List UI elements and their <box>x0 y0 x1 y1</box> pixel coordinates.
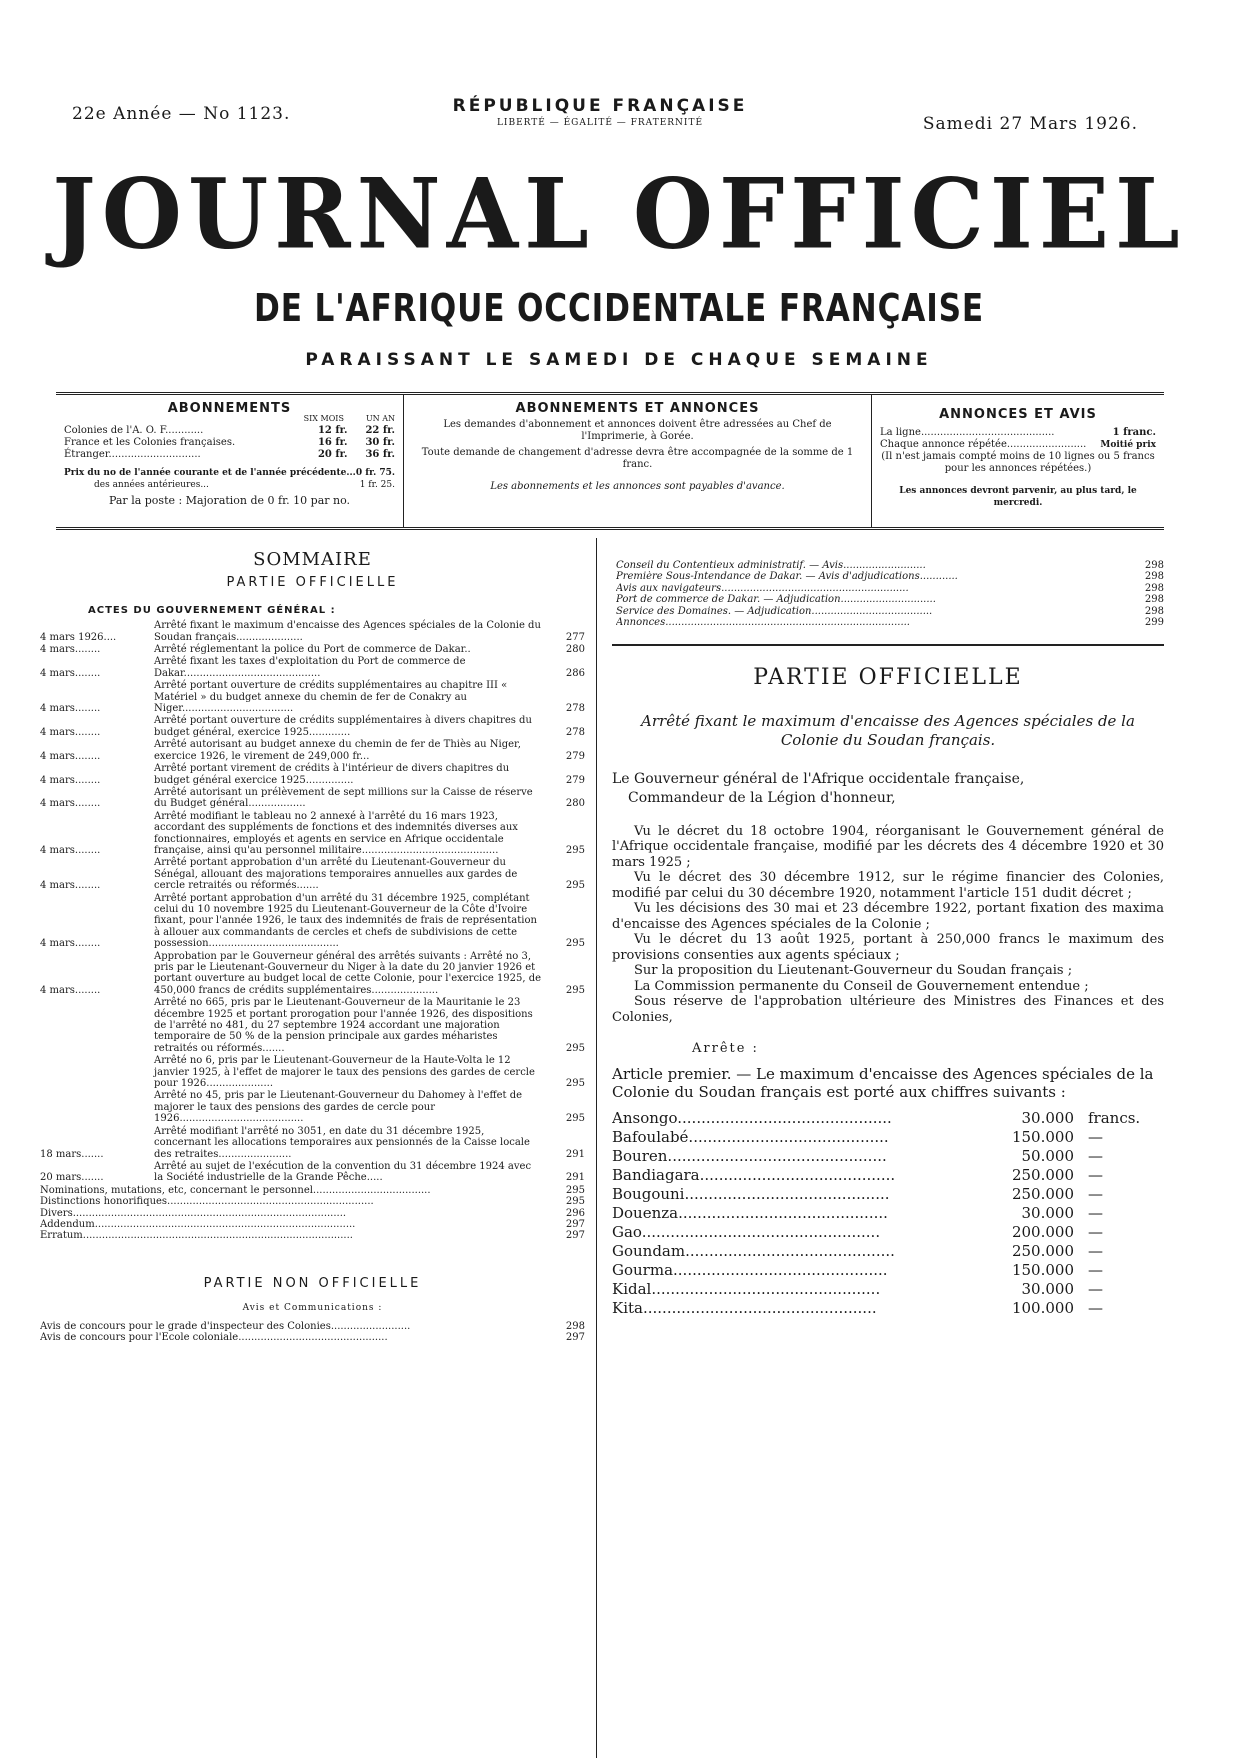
annonces-delai: Les annonces devront parvenir, au plus tard, le mercredi. <box>899 486 1137 508</box>
agence-amount: 30.000 <box>1021 1203 1074 1222</box>
abo-an: 30 fr. <box>365 437 395 448</box>
entry-date: 4 mars........ <box>40 644 101 656</box>
entry-page: 295 <box>565 1078 585 1090</box>
right-contents-entry <box>612 606 1164 617</box>
entry-date: 20 mars....... <box>40 1172 104 1184</box>
prix-numero-val: 0 fr. 75. <box>355 468 395 478</box>
abo-six: 16 fr. <box>317 437 348 448</box>
simple-text: Nominations, mutations, etc, concernant le personnel..................................... <box>40 1184 431 1196</box>
right-contents-text: Conseil du Contentieux administratif. — Avis.......................... <box>616 560 926 571</box>
avis-entries <box>40 1321 585 1344</box>
issue-number: 22e Année — No 1123. <box>72 104 291 124</box>
considerant-paragraph: Sur la proposition du Lieutenant-Gouverneur du Soudan français ; <box>634 963 1073 979</box>
subscription-box <box>56 392 1164 530</box>
agence-name: Gourma............................................. <box>612 1260 888 1279</box>
right-contents-page: 298 <box>1144 571 1164 583</box>
right-contents-page: 298 <box>1144 594 1164 606</box>
entry-text: Arrêté portant ouverture de crédits supplémentaires à divers chapitres du budget général, exercice 1925............. <box>154 715 532 738</box>
entry-text: Arrêté no 665, pris par le Lieutenant-Gouverneur de la Mauritanie le 23 décembre 1925 et portant prorogation pour l'année 1926, des dispositions de l'arrêté no 481, du 27 septembre 1924 accordant une majoration temporaire de 50 % de la pension principale aux gardes méharistes retraités ou réformés....... <box>154 997 533 1054</box>
entry-page: 295 <box>565 1113 585 1125</box>
sommaire-entry <box>40 656 585 679</box>
agence-unit: — <box>1088 1298 1103 1317</box>
abo-annonces-column <box>404 395 872 527</box>
entry-text: Arrêté portant approbation d'un arrêté du 31 décembre 1925, complétant celui du 10 novembre 1925 du Lieutenant-Gouverneur de la Côte d'Ivoire fixant, pour l'année 1926, le taux des indemnités de frais de représentation à allouer aux commandants de cercles et chefs de subdivisions de cette possession......................................... <box>154 892 537 950</box>
entry-text: Arrêté fixant les taxes d'exploitation du Port de commerce de Dakar........................................... <box>154 656 466 679</box>
agence-unit: — <box>1088 1165 1103 1184</box>
agence-amount: 30.000 <box>1021 1108 1074 1127</box>
entry-text: Arrêté réglementant la police du Port de commerce de Dakar.. <box>154 644 471 656</box>
column-divider <box>596 538 597 1758</box>
entry-text: Arrêté portant approbation d'un arrêté du Lieutenant-Gouverneur du Sénégal, allouant des majorations temporaires annuelles aux gardes de cercle retraités ou réformés....... <box>154 857 518 892</box>
right-contents-entry <box>612 594 1164 605</box>
agence-unit: — <box>1088 1146 1103 1165</box>
poste-note: Par la poste : Majoration de 0 fr. 10 par no. <box>108 494 351 507</box>
avis-communications-heading: Avis et Communications : <box>242 1303 383 1314</box>
abo-prices <box>318 449 395 461</box>
journal-tagline: PARAISSANT LE SAMEDI DE CHAQUE SEMAINE <box>305 350 933 370</box>
entry-date: 4 mars........ <box>40 844 101 856</box>
article-premier: Article premier. — Le maximum d'encaisse des Agences spéciales de la Colonie du Soudan français est porté aux chiffres suivants : <box>612 1064 1154 1101</box>
sommaire-column <box>40 548 585 1343</box>
abonnements-title: ABONNEMENTS <box>167 401 292 416</box>
agence-name: Goundam............................................ <box>612 1241 895 1260</box>
sommaire-entry <box>40 620 585 643</box>
section-rule <box>612 644 1164 646</box>
col-six-mois: SIX MOIS <box>303 414 344 423</box>
prix-numero: Prix du no de l'année courante et de l'année précédente... <box>64 468 356 478</box>
agence-unit: — <box>1088 1184 1103 1203</box>
republic-motto: LIBERTÉ — ÉGALITÉ — FRATERNITÉ <box>496 118 704 128</box>
entry-date: 4 mars 1926.... <box>40 631 117 643</box>
issue-date: Samedi 27 Mars 1926. <box>922 114 1138 134</box>
right-contents-text: Première Sous-Intendance de Dakar. — Avis d'adjudications............ <box>616 571 958 583</box>
entry-date: 4 mars........ <box>40 667 101 679</box>
encaisse-table <box>612 1109 1164 1318</box>
governor-line-2: Commandeur de la Légion d'honneur, <box>628 789 896 806</box>
encaisse-row <box>612 1223 1164 1242</box>
entry-page: 295 <box>565 1042 585 1054</box>
encaisse-row <box>612 1261 1164 1280</box>
agence-unit: — <box>1088 1260 1103 1279</box>
sommaire-entry <box>40 1126 585 1160</box>
simple-text: Erratum..................................................................................... <box>40 1230 353 1242</box>
entry-page: 279 <box>565 750 585 762</box>
abo-label: Colonies de l'A. O. F............ <box>64 425 204 436</box>
sommaire-entry <box>40 739 585 762</box>
avis-page: 298 <box>565 1320 585 1332</box>
entry-page: 295 <box>565 844 585 856</box>
encaisse-row <box>612 1109 1164 1128</box>
simple-entry <box>40 1208 585 1219</box>
entry-date: 4 mars........ <box>40 880 101 892</box>
prix-anterieur: des années antérieures... <box>94 480 209 490</box>
republic-name: RÉPUBLIQUE FRANÇAISE <box>452 96 748 116</box>
simple-page: 296 <box>565 1207 585 1219</box>
encaisse-row <box>612 1280 1164 1299</box>
entry-date: 4 mars........ <box>40 798 101 810</box>
avis-entry <box>40 1321 585 1332</box>
encaisse-row <box>612 1147 1164 1166</box>
abo-annonces-p1: Les demandes d'abonnement et annonces doivent être adressées au Chef de l'Imprimerie, à Gorée. <box>443 419 832 442</box>
prix-anterieur-val: 1 fr. 25. <box>359 480 395 490</box>
abo-six: 12 fr. <box>317 425 348 436</box>
agence-name: Bandiagara......................................... <box>612 1165 896 1184</box>
agence-amount: 250.000 <box>1011 1165 1074 1184</box>
entry-page: 295 <box>565 880 585 892</box>
entry-page: 280 <box>565 644 585 656</box>
sommaire-simple-entries <box>40 1185 585 1242</box>
abo-prices <box>318 425 395 437</box>
simple-page: 295 <box>565 1184 585 1196</box>
right-contents-text: Annonces............................................................................. <box>616 617 910 629</box>
agence-name: Gao.................................................. <box>612 1222 881 1241</box>
ligne-label: La ligne.......................................... <box>880 427 1055 438</box>
agence-amount: 250.000 <box>1011 1184 1074 1203</box>
considerant-paragraph: Sous réserve de l'approbation ultérieure des Ministres des Finances et des Colonies, <box>612 994 1164 1025</box>
entry-page: 277 <box>565 631 585 643</box>
right-contents-text: Avis aux navigateurs........................................................... <box>616 582 909 594</box>
entry-page: 291 <box>565 1148 585 1160</box>
annonces-avis-title: ANNONCES ET AVIS <box>939 407 1097 422</box>
simple-page: 295 <box>565 1196 585 1208</box>
entry-page: 286 <box>565 667 585 679</box>
simple-text: Distinctions honorifiques................................................................. <box>40 1196 374 1208</box>
right-contents-page: 298 <box>1144 605 1164 617</box>
agence-name: Bafoulabé.......................................... <box>612 1127 889 1146</box>
entry-text: Arrêté portant ouverture de crédits supplémentaires au chapitre III « Matériel » du budget annexe du chemin de fer de Conakry au Niger................................... <box>154 680 508 715</box>
considerant-paragraph: Vu le décret des 30 décembre 1912, sur le régime financier des Colonies, modifié par celui du 30 décembre 1920, notamment l'article 151 dudit décret ; <box>612 870 1164 901</box>
entry-page: 291 <box>565 1172 585 1184</box>
right-column <box>612 560 1164 1318</box>
entry-text: Arrêté autorisant au budget annexe du chemin de fer de Thiès au Niger, exercice 1926, le virement de 249,000 fr... <box>154 739 521 762</box>
agence-amount: 30.000 <box>1021 1279 1074 1298</box>
agence-amount: 100.000 <box>1011 1298 1074 1317</box>
entry-text: Arrêté modifiant l'arrêté no 3051, en date du 31 décembre 1925, concernant les allocations temporaires aux pensionnés de la Caisse locale des retraites....................... <box>154 1125 530 1160</box>
entry-page: 280 <box>565 798 585 810</box>
entry-text: Arrêté fixant le maximum d'encaisse des Agences spéciales de la Colonie du Soudan français..................... <box>154 620 541 643</box>
agence-amount: 150.000 <box>1011 1127 1074 1146</box>
sommaire-entry <box>40 787 585 810</box>
entry-page: 278 <box>565 703 585 715</box>
simple-entry <box>40 1230 585 1241</box>
encaisse-row <box>612 1204 1164 1223</box>
encaisse-row <box>612 1128 1164 1147</box>
annonces-avis-column <box>872 395 1164 527</box>
encaisse-row <box>612 1185 1164 1204</box>
considerant-paragraph: Vu le décret du 13 août 1925, portant à 250,000 francs le maximum des provisions consenties aux agents spéciaux ; <box>612 932 1164 963</box>
abo-annonces-p2: Toute demande de changement d'adresse devra être accompagnée de la somme de 1 franc. <box>421 447 854 470</box>
annonces-note: (Il n'est jamais compté moins de 10 lignes ou 5 francs pour les annonces répétées.) <box>881 451 1155 474</box>
right-contents-entry <box>612 571 1164 582</box>
considerant-paragraph: La Commission permanente du Conseil de Gouvernement entendue ; <box>634 978 1089 994</box>
sommaire-entry <box>40 951 585 997</box>
abo-row <box>64 437 395 449</box>
right-contents-entry <box>612 560 1164 571</box>
agence-name: Bougouni........................................... <box>612 1184 890 1203</box>
abo-row <box>64 425 395 437</box>
entry-text: Arrêté modifiant le tableau no 2 annexé à l'arrêté du 16 mars 1923, accordant des suppléments de fonctions et des indemnités diverses aux fonctionnaires, employés et agents en service en Afrique occidentale française, ainsi qu'au personnel militaire........................................... <box>154 810 518 856</box>
entry-text: Arrêté no 6, pris par le Lieutenant-Gouverneur de la Haute-Volta le 12 janvier 1925, à l'effet de majorer le taux des pensions des gardes de cercle pour 1926..................... <box>154 1055 535 1090</box>
sommaire-entry <box>40 893 585 950</box>
right-contents-text: Service des Domaines. — Adjudication...................................... <box>616 605 933 617</box>
encaisse-row <box>612 1166 1164 1185</box>
entry-text: Approbation par le Gouverneur général des arrêtés suivants : Arrêté no 3, pris par le Lieutenant-Gouverneur du Niger à la date du 20 janvier 1926 et portant ouverture au budget local de cette Colonie, pour l'exercice 1925, de 450,000 francs de crédits supplémentaires..................... <box>154 950 542 996</box>
ligne-val: 1 franc. <box>1112 427 1156 438</box>
agence-name: Douenza............................................ <box>612 1203 888 1222</box>
agence-amount: 50.000 <box>1021 1146 1074 1165</box>
entry-text: Arrêté portant virement de crédits à l'intérieur de divers chapitres du budget général exercice 1925............... <box>154 763 510 786</box>
abo-six: 20 fr. <box>317 449 348 460</box>
journal-title: JOURNAL OFFICIEL <box>52 157 1186 271</box>
governor-line-1: Le Gouverneur général de l'Afrique occidentale française, <box>612 770 1025 787</box>
entry-page: 295 <box>565 938 585 950</box>
sommaire-entry <box>40 644 585 655</box>
entry-page: 278 <box>565 726 585 738</box>
entry-date: 18 mars....... <box>40 1148 104 1160</box>
entry-text: Arrêté au sujet de l'exécution de la convention du 31 décembre 1924 avec la Société industrielle de la Grande Pêche..... <box>154 1160 532 1184</box>
entry-date: 4 mars........ <box>40 774 101 786</box>
simple-entry <box>40 1196 585 1207</box>
sommaire-title: SOMMAIRE <box>253 549 372 570</box>
abo-annonces-title: ABONNEMENTS ET ANNONCES <box>515 401 760 416</box>
actes-heading: ACTES DU GOUVERNEMENT GÉNÉRAL : <box>88 604 336 616</box>
agence-amount: 150.000 <box>1011 1260 1074 1279</box>
encaisse-row <box>612 1299 1164 1318</box>
right-contents <box>612 560 1164 628</box>
agence-unit: — <box>1088 1279 1103 1298</box>
sommaire-entry <box>40 997 585 1054</box>
entry-text: Arrêté autorisant un prélèvement de sept millions sur la Caisse de réserve du Budget général.................. <box>154 786 533 810</box>
encaisse-row <box>612 1242 1164 1261</box>
partie-non-officielle-heading: PARTIE NON OFFICIELLE <box>203 1275 422 1291</box>
arrete-label: Arrête : <box>692 1041 759 1057</box>
entry-text: Arrêté no 45, pris par le Lieutenant-Gouverneur du Dahomey à l'effet de majorer le taux des pensions des gardes de cercle pour 1926....................................... <box>154 1090 523 1125</box>
right-contents-page: 298 <box>1144 560 1164 571</box>
republic-header <box>430 96 770 128</box>
simple-entry <box>40 1219 585 1230</box>
abo-annonces-p3: Les abonnements et les annonces sont payables d'avance. <box>490 481 785 492</box>
entry-date: 4 mars........ <box>40 938 101 950</box>
agence-unit: — <box>1088 1127 1103 1146</box>
entry-date: 4 mars........ <box>40 703 101 715</box>
avis-page: 297 <box>565 1331 585 1343</box>
abo-label: Étranger............................. <box>64 449 201 460</box>
sommaire-entry <box>40 1161 585 1184</box>
simple-entry <box>40 1185 585 1196</box>
partie-officielle-heading: PARTIE OFFICIELLE <box>226 575 399 591</box>
sommaire-entry <box>40 715 585 738</box>
right-contents-page: 299 <box>1144 617 1164 629</box>
agence-unit: — <box>1088 1222 1103 1241</box>
partie-officielle-title: PARTIE OFFICIELLE <box>753 665 1023 691</box>
repetee-label: Chaque annonce répétée......................... <box>880 439 1087 450</box>
simple-page: 297 <box>565 1230 585 1242</box>
abo-an: 22 fr. <box>365 425 395 436</box>
sommaire-entry <box>40 763 585 786</box>
sommaire-entry <box>40 811 585 857</box>
arrete-title: Arrêté fixant le maximum d'encaisse des Agences spéciales de la Colonie du Soudan français. <box>641 711 1135 749</box>
abo-prices <box>318 437 395 449</box>
considerant-paragraph: Vu les décisions des 30 mai et 23 décembre 1922, portant fixation des maxima d'encaisse des Agences spéciales de la Colonie ; <box>612 901 1164 932</box>
agence-name: Kidal................................................ <box>612 1279 881 1298</box>
simple-text: Divers...................................................................................... <box>40 1207 347 1219</box>
abo-label: France et les Colonies françaises. <box>64 437 236 448</box>
avis-text: Avis de concours pour le grade d'inspecteur des Colonies......................... <box>40 1320 411 1332</box>
right-contents-page: 298 <box>1144 582 1164 594</box>
agence-name: Ansongo............................................. <box>612 1108 892 1127</box>
entry-page: 295 <box>565 984 585 996</box>
sommaire-entry <box>40 1090 585 1124</box>
avis-text: Avis de concours pour l'Ecole coloniale............................................... <box>40 1331 388 1343</box>
agence-amount: 250.000 <box>1011 1241 1074 1260</box>
right-contents-text: Port de commerce de Dakar. — Adjudication.............................. <box>616 594 936 606</box>
simple-text: Addendum.................................................................................. <box>40 1218 356 1230</box>
agence-unit: francs. <box>1088 1108 1141 1127</box>
abonnements-rows <box>64 425 395 461</box>
right-contents-entry <box>612 583 1164 594</box>
considerants <box>612 824 1164 1026</box>
repetee-val: Moitié prix <box>1100 440 1156 450</box>
entry-date: 4 mars........ <box>40 750 101 762</box>
sommaire-entry <box>40 1055 585 1089</box>
abo-row <box>64 449 395 461</box>
right-contents-entry <box>612 617 1164 628</box>
col-un-an: UN AN <box>365 414 395 423</box>
sommaire-entries <box>40 620 585 1184</box>
avis-entry <box>40 1332 585 1343</box>
agence-name: Bouren.............................................. <box>612 1146 887 1165</box>
simple-page: 297 <box>565 1218 585 1230</box>
sommaire-entry <box>40 680 585 714</box>
entry-date: 4 mars........ <box>40 984 101 996</box>
journal-subtitle: DE L'AFRIQUE OCCIDENTALE FRANÇAISE <box>254 286 984 330</box>
entry-date: 4 mars........ <box>40 726 101 738</box>
entry-page: 279 <box>565 774 585 786</box>
sommaire-entry <box>40 857 585 891</box>
considerant-paragraph: Vu le décret du 18 octobre 1904, réorganisant le Gouvernement général de l'Afrique occidentale française, modifié par les décrets des 4 décembre 1920 et 30 mars 1925 ; <box>612 823 1164 870</box>
abo-an: 36 fr. <box>365 449 395 460</box>
agence-unit: — <box>1088 1241 1103 1260</box>
agence-name: Kita................................................. <box>612 1298 877 1317</box>
agence-unit: — <box>1088 1203 1103 1222</box>
agence-amount: 200.000 <box>1011 1222 1074 1241</box>
abonnements-column <box>56 395 404 527</box>
